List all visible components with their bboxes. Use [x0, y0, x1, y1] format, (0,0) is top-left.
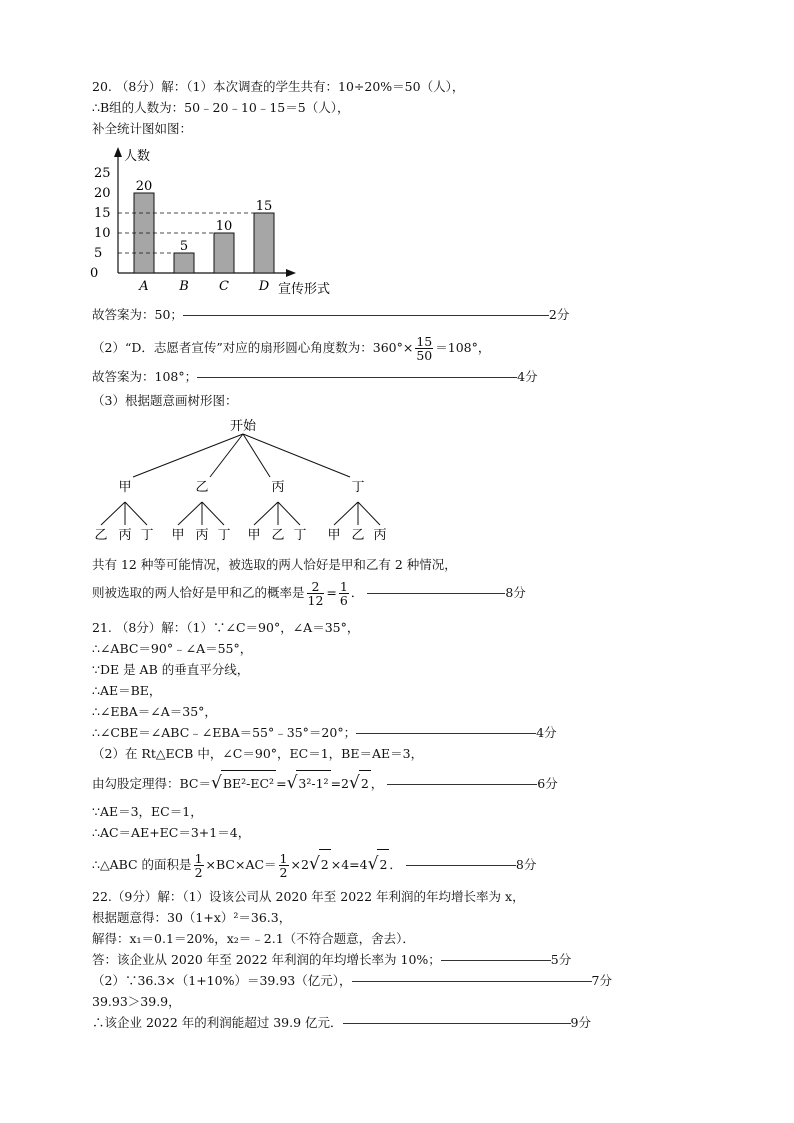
conclusion-text: ∴该企业 2022 年的利润能超过 39.9 亿元．: [92, 1015, 343, 1030]
q21-line3: ∵DE 是 AB 的垂直平分线，: [92, 662, 250, 677]
bar: [214, 233, 234, 273]
tree-branch: [202, 502, 224, 525]
denominator: 50: [416, 348, 433, 363]
tree-node-level1: 丙: [271, 480, 285, 495]
radical-sign: √: [349, 773, 360, 793]
q22-line1: 22.（9分）解：（1）设该公司从 2020 年至 2022 年利润的年均增长率为 x，: [92, 889, 525, 904]
radical-sign: √: [210, 773, 222, 793]
q20-line2: ∴B组的人数为：50﹣20﹣10﹣15＝5（人），: [92, 100, 350, 115]
q21-line10: ∴AC＝AE+EC＝3+1＝4，: [92, 825, 251, 840]
q22-line7: [92, 1015, 591, 1031]
x-axis-arrow-icon: [286, 269, 296, 277]
q20-line8: 共有 12 种等可能情况，被选取的两人恰好是甲和乙有 2 种情况，: [92, 557, 457, 572]
denominator: 2: [194, 865, 203, 880]
q20-line4: [92, 307, 569, 323]
score-label: 4分: [517, 369, 538, 384]
fraction: [279, 852, 289, 879]
radical-sign: √: [286, 773, 298, 793]
period: ．: [350, 585, 364, 600]
category-label: C: [219, 279, 229, 294]
answer-text: 故答案为：108°；: [92, 369, 198, 384]
tree-diagram: [80, 412, 410, 547]
category-label: D: [258, 279, 270, 294]
y-tick-label: 20: [94, 186, 111, 201]
numerator: 2: [307, 580, 325, 594]
numerator: 1: [339, 579, 348, 594]
score-label: 4分: [536, 725, 557, 740]
q22-line2: 根据题意得：30（1+x）²＝36.3，: [92, 910, 292, 925]
tree-node-level1: 乙: [195, 480, 209, 495]
bar: [254, 213, 274, 273]
q21-line2: ∴∠ABC＝90°﹣∠A＝55°，: [92, 641, 253, 656]
fraction: [194, 852, 204, 879]
tree-node-level1: 甲: [118, 480, 132, 495]
score-label: 5分: [550, 952, 572, 967]
radical-sign: √: [308, 854, 320, 874]
tree-node-level2: 丁: [293, 528, 307, 543]
tree-branch: [254, 502, 278, 525]
numerator: 1: [279, 851, 288, 866]
tree-node-level2: 丙: [373, 528, 387, 543]
answer-text: 故答案为：50；: [92, 307, 183, 322]
expression: ×4=4: [330, 857, 368, 872]
numerator: 1: [194, 851, 203, 866]
q20-line5: [92, 333, 490, 363]
tree-node-level2: 丁: [217, 528, 231, 543]
q22-line6: 39.93＞39.9，: [92, 994, 181, 1009]
q22-line4: [92, 952, 571, 968]
pythagoras-text: 由勾股定理得：BC＝: [92, 776, 211, 791]
data-label: 10: [215, 219, 233, 234]
answer-text: 答：该企业从 2020 年至 2022 年利润的年均增长率为 10%；: [92, 952, 441, 967]
comma: ，: [370, 776, 384, 791]
probability-text: 则被选取的两人恰好是甲和乙的概率是: [92, 585, 305, 600]
data-label: 15: [255, 199, 273, 214]
tree-node-level2: 乙: [351, 528, 365, 543]
score-label: 9分: [570, 1015, 591, 1030]
tree-branch: [243, 434, 270, 477]
equals: =: [326, 585, 337, 600]
q21-line4: ∴AE＝BE，: [92, 683, 162, 698]
tree-branch: [125, 502, 147, 525]
equals: =2: [330, 776, 349, 791]
q21-line7: （2）在 Rt△ECB 中，∠C＝90°，EC＝1，BE＝AE＝3，: [92, 746, 424, 761]
bar: [174, 253, 194, 273]
tree-node-level2: 甲: [171, 528, 185, 543]
tree-root: 开始: [229, 419, 257, 434]
radicand: 3²-1²: [296, 770, 330, 797]
area-text: ∴△ABC 的面积是: [92, 857, 192, 872]
tree-branch: [278, 502, 300, 525]
tree-node-level2: 甲: [247, 528, 261, 543]
tree-branch: [334, 502, 358, 525]
q21-line8: [92, 770, 558, 797]
numerator: 15: [416, 334, 433, 349]
denominator: 6: [339, 593, 348, 608]
score-label: 8分: [515, 857, 537, 872]
tree-node-level1: 丁: [351, 480, 365, 495]
radicand: BE²-EC²: [221, 770, 276, 797]
score-label: 2分: [548, 307, 570, 322]
q21-line5: ∴∠EBA＝∠A＝35°，: [92, 704, 217, 719]
score-label: 6分: [537, 776, 558, 791]
fraction: [415, 335, 433, 362]
y-tick-label: 5: [94, 246, 103, 261]
tree-node-level2: 甲: [327, 528, 341, 543]
denominator: 12: [307, 593, 324, 608]
q20-line6: [92, 369, 538, 385]
q21-line11: [92, 849, 536, 880]
denominator: 2: [279, 865, 288, 880]
q21-line9: ∵AE＝3，EC＝1，: [92, 804, 203, 819]
y-tick-label: 0: [90, 266, 99, 281]
angle-result: ＝108°，: [435, 340, 491, 355]
radical-sign: √: [367, 854, 379, 874]
y-tick-label: 25: [94, 166, 111, 181]
y-tick-label: 15: [94, 206, 111, 221]
fraction: [307, 580, 325, 607]
q20-line1: 20. （8分）解：（1）本次调查的学生共有：10÷20%＝50（人），: [92, 79, 465, 94]
data-label: 20: [135, 179, 153, 194]
tree-node-level2: 丁: [140, 528, 154, 543]
period: ．: [389, 857, 402, 872]
bar-chart: [88, 142, 348, 297]
tree-node-level2: 乙: [271, 528, 285, 543]
expression: ×BC×AC＝: [205, 857, 277, 872]
q22-line3: 解得：x₁＝0.1＝20%，x₂＝﹣2.1（不符合题意，舍去）．: [92, 931, 415, 946]
category-label: B: [179, 279, 189, 294]
category-label: A: [139, 279, 149, 294]
radicand: 2: [377, 849, 389, 880]
tree-node-level2: 丙: [195, 528, 209, 543]
q20-line3: 补全统计图如图：: [92, 121, 193, 136]
tree-branch: [358, 502, 380, 525]
bar: [134, 193, 154, 273]
y-axis-label: 人数: [124, 149, 151, 164]
angle-text: （2）“D．志愿者宣传”对应的扇形圆心角度数为：360°×: [92, 340, 414, 355]
score-label: 7分: [591, 973, 612, 988]
y-axis-arrow-icon: [114, 147, 122, 157]
q21-line6: [92, 725, 557, 741]
tree-branch: [178, 502, 202, 525]
calc-text: （2）∵36.3×（1+10%）＝39.93（亿元），: [92, 973, 352, 988]
data-label: 5: [179, 239, 189, 254]
tree-node-level2: 乙: [94, 528, 108, 543]
radicand: 2: [319, 849, 331, 880]
tree-branch: [101, 502, 125, 525]
q20-line9: [92, 578, 526, 608]
angle-text: ∴∠CBE＝∠ABC﹣∠EBA＝55°﹣35°＝20°；: [92, 725, 357, 740]
tree-node-level2: 丙: [118, 528, 132, 543]
y-tick-label: 10: [94, 226, 111, 241]
radicand: 2: [359, 770, 371, 797]
expression: ×2: [290, 857, 309, 872]
score-label: 8分: [505, 585, 526, 600]
tree-branch: [243, 434, 350, 477]
equals: =: [276, 776, 287, 791]
x-axis-label: 宣传形式: [278, 282, 331, 297]
fraction: [339, 580, 349, 607]
q22-line5: [92, 973, 612, 989]
q20-line7: （3）根据题意画树形图：: [92, 393, 238, 408]
q21-line1: 21. （8分）解：（1）∵∠C＝90°，∠A＝35°，: [92, 620, 360, 635]
